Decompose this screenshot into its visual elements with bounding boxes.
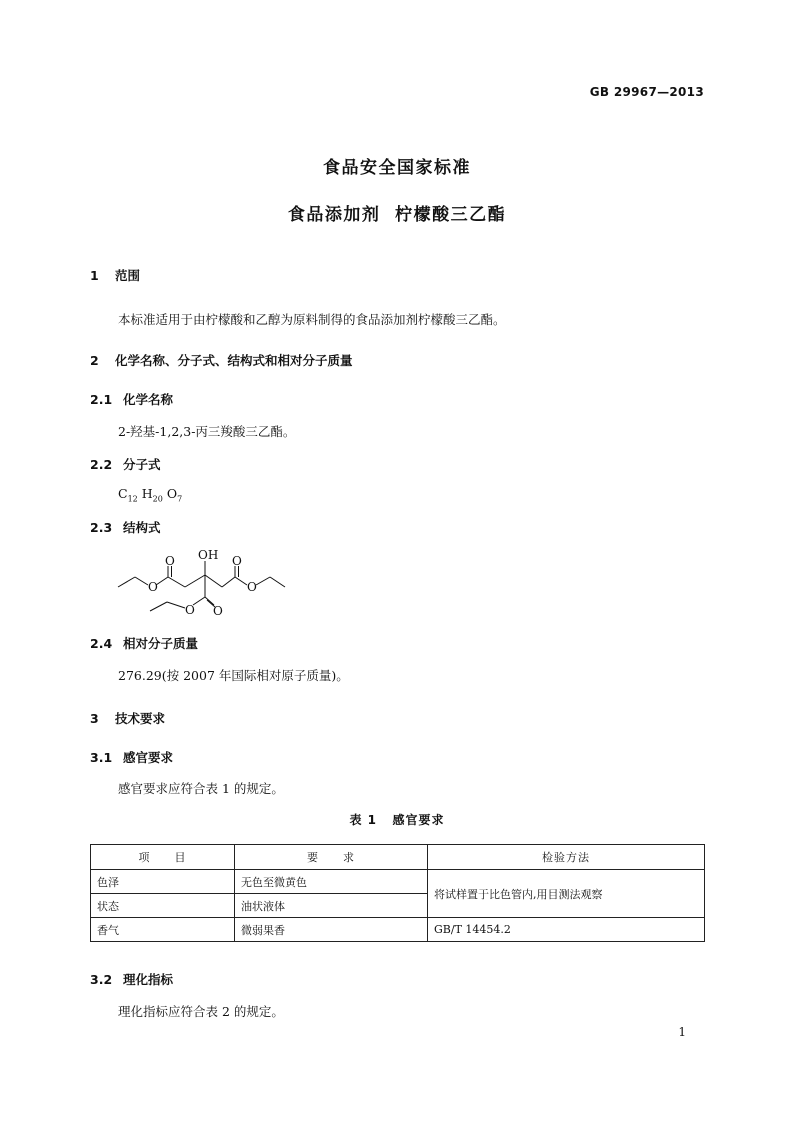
column-header-requirement: 要 求 — [235, 845, 428, 870]
cell-requirement: 油状液体 — [235, 894, 428, 918]
column-header-method: 检验方法 — [428, 845, 705, 870]
section-number: 2.3 — [90, 520, 113, 535]
column-header-item: 项 目 — [91, 845, 235, 870]
section-number: 3 — [90, 711, 99, 726]
chemical-name: 2-羟基-1,2,3-丙三羧酸三乙酯。 — [118, 424, 296, 439]
section-2-heading — [90, 351, 353, 369]
section-2-4-heading — [90, 634, 198, 652]
section-number: 2 — [90, 353, 99, 368]
molecular-weight: 276.29(按 2007 年国际相对原子质量)。 — [118, 668, 349, 683]
table-row — [91, 870, 705, 894]
sensory-requirements-table — [90, 844, 705, 942]
structural-formula — [110, 545, 310, 620]
standard-number: GB 29967—2013 — [589, 85, 704, 99]
section-number: 2.4 — [90, 636, 113, 651]
page-number: 1 — [678, 1025, 686, 1039]
section-title: 感官要求 — [123, 750, 174, 765]
hydroxyl-label: OH — [198, 548, 219, 562]
table-header-row — [91, 845, 705, 870]
section-number: 1 — [90, 268, 99, 283]
oxygen-label: O — [232, 554, 242, 568]
cell-requirement: 无色至微黄色 — [235, 870, 428, 894]
section-title: 相对分子质量 — [123, 636, 199, 651]
section-title: 化学名称、分子式、结构式和相对分子质量 — [115, 353, 353, 368]
section-number: 3.2 — [90, 972, 113, 987]
oxygen-label: O — [213, 604, 223, 618]
cell-item: 香气 — [91, 918, 235, 942]
section-number: 2.2 — [90, 457, 113, 472]
cell-method: GB/T 14454.2 — [428, 918, 705, 942]
section-number: 3.1 — [90, 750, 113, 765]
section-title: 结构式 — [123, 520, 161, 535]
section-3-2-heading — [90, 970, 173, 988]
oxygen-label: O — [247, 580, 257, 594]
cell-item: 色泽 — [91, 870, 235, 894]
section-2-3-heading — [90, 518, 161, 536]
section-title: 分子式 — [123, 457, 161, 472]
cell-requirement: 微弱果香 — [235, 918, 428, 942]
section-2-1-heading — [90, 390, 173, 408]
oxygen-label: O — [165, 554, 175, 568]
section-number: 2.1 — [90, 392, 113, 407]
oxygen-label: O — [148, 580, 158, 594]
section-title: 理化指标 — [123, 972, 174, 987]
document-title: 食品安全国家标准 — [323, 158, 471, 178]
cell-item: 状态 — [91, 894, 235, 918]
table-row — [91, 918, 705, 942]
section-1-heading — [90, 266, 140, 284]
section-3-2-text: 理化指标应符合表 2 的规定。 — [118, 1004, 284, 1019]
section-2-2-heading — [90, 455, 161, 473]
oxygen-label: O — [185, 603, 195, 617]
document-subtitle: 食品添加剂 柠檬酸三乙酯 — [287, 205, 507, 225]
section-title: 技术要求 — [115, 711, 166, 726]
section-3-1-text: 感官要求应符合表 1 的规定。 — [118, 781, 284, 796]
molecular-formula: $C_{12}$ $H_{20}$ $O_7$ — [118, 486, 183, 504]
section-3-heading — [90, 709, 165, 727]
cell-method-merged: 将试样置于比色管内,用目测法观察 — [428, 870, 705, 918]
section-3-1-heading — [90, 748, 173, 766]
table-1-caption: 表 1 感官要求 — [349, 813, 445, 827]
section-1-text: 本标准适用于由柠檬酸和乙醇为原料制得的食品添加剂柠檬酸三乙酯。 — [118, 312, 506, 327]
section-title: 化学名称 — [123, 392, 174, 407]
section-title: 范围 — [115, 268, 141, 283]
